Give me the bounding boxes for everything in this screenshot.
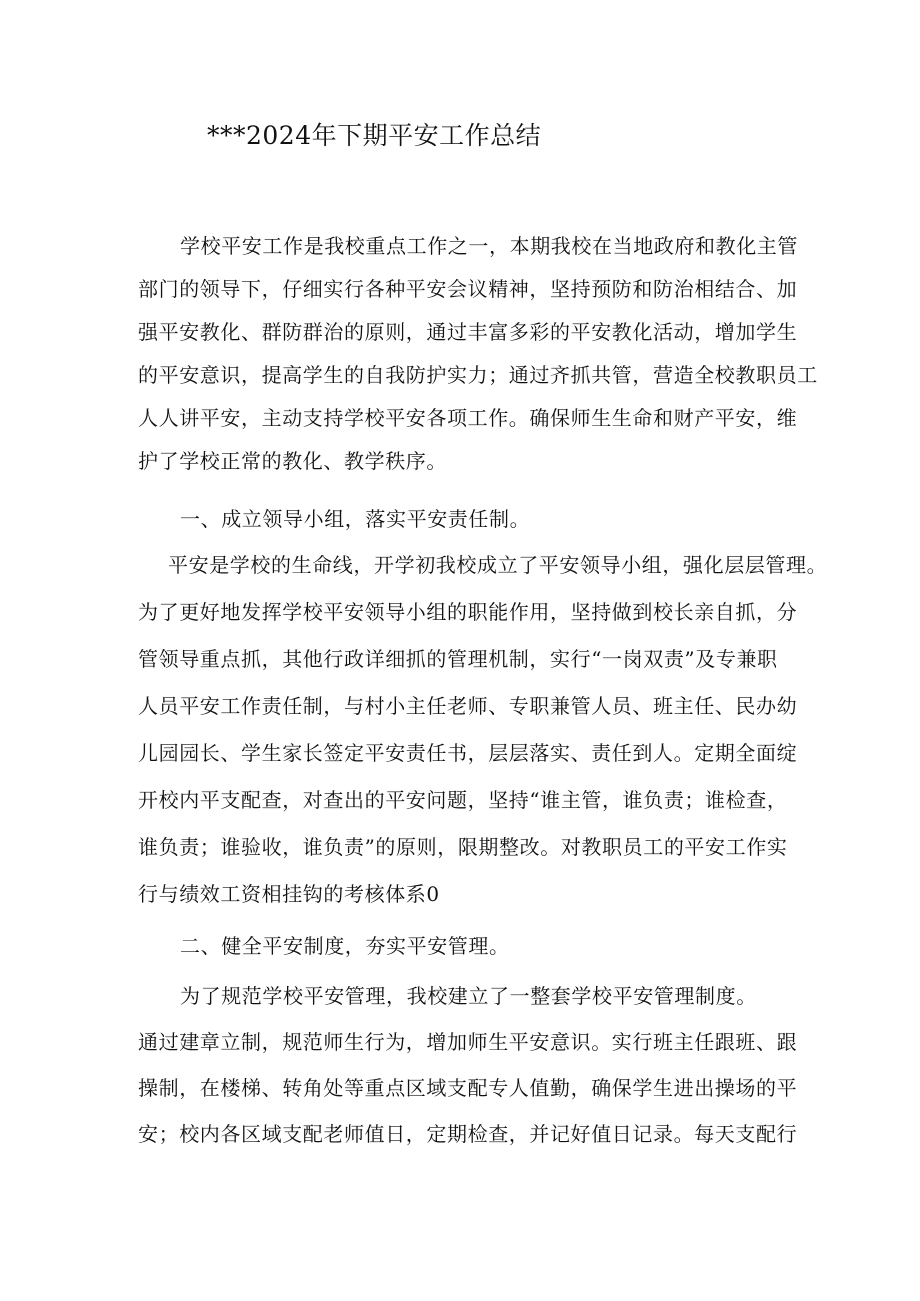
paragraph-line: 安；校内各区域支配老师值日，定期检查，并记好值日记录。每天支配行 [138, 1122, 798, 1146]
paragraph-line: 开校内平支配查，对查出的平安问题，坚持“谁主管，谁负责；谁检查， [138, 788, 788, 812]
paragraph-line: 的平安意识，提高学生的自我防护实力；通过齐抓共管，营造全校教职员工 [138, 363, 818, 387]
paragraph-line: 为了规范学校平安管理，我校建立了一整套学校平安管理制度。 [180, 984, 757, 1008]
paragraph-line: 护了学校正常的教化、教学秩序。 [138, 449, 447, 473]
section-heading: 一、成立领导小组，落实平安责任制。 [180, 507, 531, 531]
paragraph-line: 人人讲平安，主动支持学校平安各项工作。确保师生生命和财产平安，维 [138, 406, 798, 430]
paragraph-line: 强平安教化、群防群治的原则，通过丰富多彩的平安教化活动，增加学生 [138, 320, 798, 344]
paragraph-line: 学校平安工作是我校重点工作之一，本期我校在当地政府和教化主管 [180, 234, 798, 258]
paragraph-line: 行与绩效工资相挂钩的考核体系0 [138, 882, 440, 906]
paragraph-line: 管领导重点抓，其他行政详细抓的管理机制，实行“一岗双责”及专兼职 [138, 647, 778, 671]
paragraph-line: 平安是学校的生命线，开学初我校成立了平安领导小组，强化层层管理。 [168, 553, 828, 577]
section-heading: 二、健全平安制度，夯实平安管理。 [180, 934, 510, 958]
paragraph-line: 部门的领导下，仔细实行各种平安会议精神，坚持预防和防治相结合、加 [138, 277, 798, 301]
paragraph-line: 谁负责；谁验收，谁负责”的原则，限期整改。对教职员工的平安工作实 [138, 835, 788, 859]
document-title: ***2024年下期平安工作总结 [207, 121, 542, 150]
paragraph-line: 人员平安工作责任制，与村小主任老师、专职兼管人员、班主任、民办幼 [138, 694, 798, 718]
paragraph-line: 操制，在楼梯、转角处等重点区域支配专人值勤，确保学生进出操场的平 [138, 1076, 798, 1100]
paragraph-line: 通过建章立制，规范师生行为，增加师生平安意识。实行班主任跟班、跟 [138, 1030, 798, 1054]
paragraph-line: 儿园园长、学生家长签定平安责任书，层层落实、责任到人。定期全面绽 [138, 741, 798, 765]
paragraph-line: 为了更好地发挥学校平安领导小组的职能作用，坚持做到校长亲自抓，分 [138, 600, 798, 624]
